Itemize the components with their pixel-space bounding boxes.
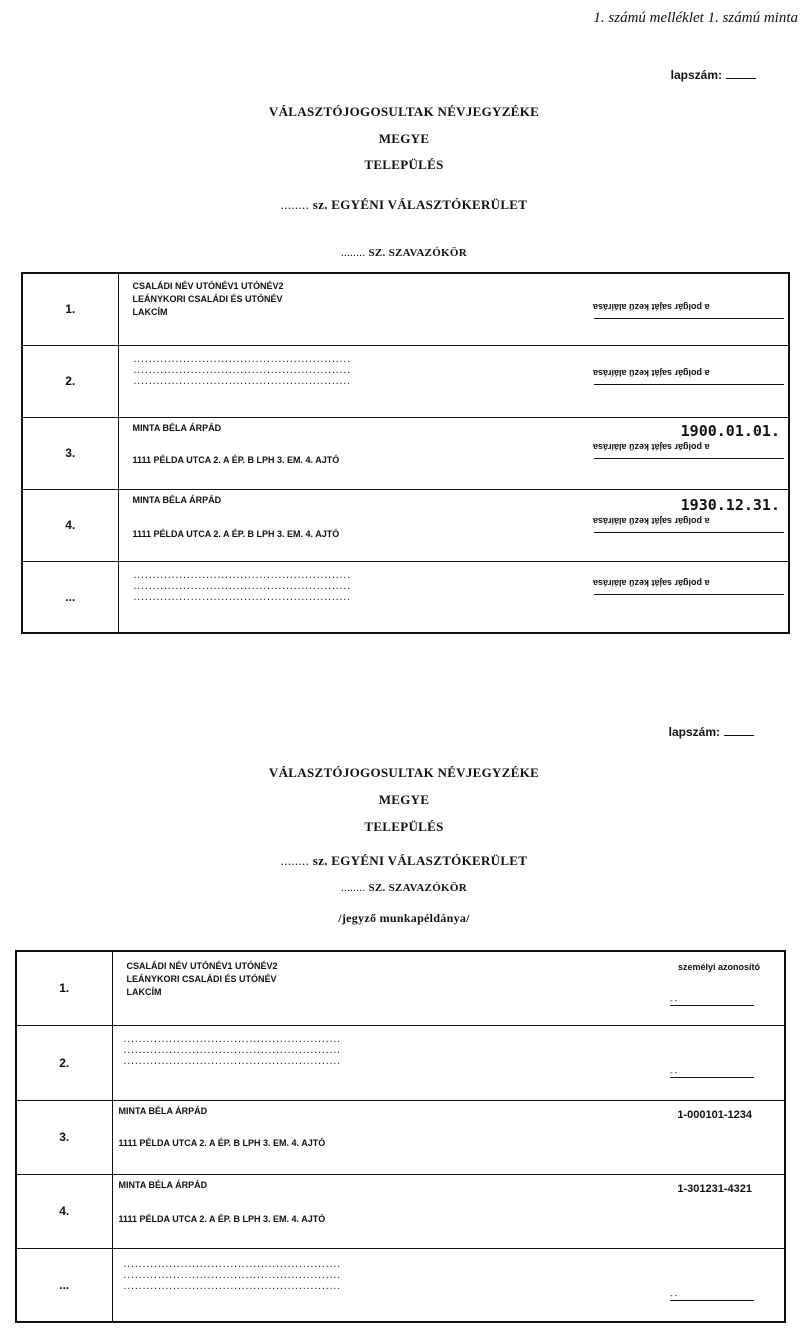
sheet1-county: MEGYE	[378, 131, 430, 146]
address-line: .........................................................	[122, 1281, 341, 1291]
personal-id-value: 1-000101-1234	[677, 1108, 752, 1121]
sheet1-district: ........ sz. EGYÉNI VÁLASZTÓKERÜLET	[280, 197, 528, 212]
sheet2-page-number	[669, 725, 754, 739]
signature-line	[594, 384, 784, 385]
page-number-label: lapszám:	[668, 725, 720, 739]
table-row	[22, 273, 789, 345]
address-line: LAKCÍM	[132, 307, 168, 317]
table-row	[16, 1248, 785, 1322]
birth-date: 1900.01.01.	[680, 421, 780, 440]
table-row	[16, 1025, 785, 1100]
maiden-name-line: .........................................................	[132, 365, 351, 375]
signature-line	[594, 318, 784, 319]
signature-line	[594, 532, 784, 533]
maiden-name-line: .........................................................	[122, 1045, 341, 1055]
address-line: .........................................................	[132, 376, 351, 386]
signature-label: a polgár saját kezű aláírása	[593, 441, 710, 452]
maiden-name-line: .........................................................	[122, 1270, 341, 1280]
sheet2-county: MEGYE	[378, 792, 430, 807]
birth-date: 1930.12.31.	[680, 495, 780, 514]
table-row	[16, 1100, 785, 1174]
sheet2-district: ........ sz. EGYÉNI VÁLASZTÓKERÜLET	[280, 853, 528, 868]
sheet2-settlement: TELEPÜLÉS	[364, 819, 444, 834]
sheet2-title: VÁLASZTÓJOGOSULTAK NÉVJEGYZÉKE	[268, 765, 540, 780]
personal-id-blank: - -	[670, 1291, 754, 1301]
address-line: .........................................................	[132, 592, 351, 602]
maiden-name-line: .........................................................	[132, 581, 351, 591]
maiden-name-line: LEÁNYKORI CSALÁDI ÉS UTÓNÉV	[126, 974, 277, 984]
sheet1-settlement: TELEPÜLÉS	[364, 157, 444, 172]
sheet1-page-number	[671, 68, 756, 82]
address-line: .........................................................	[122, 1056, 341, 1066]
name-line: MINTA BÉLA ÁRPÁD	[118, 1179, 208, 1190]
sheet2-precinct: ........ SZ. SZAVAZÓKÖR	[340, 882, 468, 894]
row-number: 4.	[16, 1174, 112, 1248]
signature-label: a polgár saját kezű aláírása	[593, 302, 710, 312]
table-row	[16, 1174, 785, 1248]
signature-line	[594, 594, 784, 595]
personal-id-blank: - -	[670, 996, 754, 1006]
sheet1-register-table	[21, 272, 790, 634]
page-number-label: lapszám:	[670, 68, 722, 82]
table-row	[22, 345, 789, 417]
table-row	[16, 951, 785, 1025]
annex-label: 1. számú melléklet 1. számú minta	[593, 10, 798, 26]
sheet1-title: VÁLASZTÓJOGOSULTAK NÉVJEGYZÉKE	[268, 104, 540, 119]
name-line: MINTA BÉLA ÁRPÁD	[132, 422, 222, 433]
name-line: MINTA BÉLA ÁRPÁD	[132, 494, 222, 505]
personal-id-label: személyi azonosító	[677, 962, 760, 972]
name-line: CSALÁDI NÉV UTÓNÉV1 UTÓNÉV2	[126, 961, 278, 971]
personal-id-blank: - -	[670, 1068, 754, 1078]
sheet2-copy-note: /jegyző munkapéldánya/	[338, 911, 470, 925]
row-number: 4.	[22, 489, 118, 561]
table-row	[22, 489, 789, 561]
name-line: .........................................................	[132, 354, 351, 364]
sheet1-precinct: ........ SZ. SZAVAZÓKÖR	[340, 247, 468, 259]
row-number: 3.	[22, 417, 118, 489]
signature-label: a polgár saját kezű aláírása	[593, 577, 710, 588]
table-row	[22, 561, 789, 633]
signature-line	[594, 458, 784, 459]
row-number: 1.	[22, 273, 118, 345]
address-line: 1111 PÉLDA UTCA 2. A ÉP. B LPH 3. EM. 4. AJTÓ	[132, 454, 340, 465]
row-number: 2.	[22, 345, 118, 417]
address-line: LAKCÍM	[126, 987, 162, 997]
row-number: 1.	[16, 951, 112, 1025]
row-number: 3.	[16, 1100, 112, 1174]
name-line: MINTA BÉLA ÁRPÁD	[118, 1105, 208, 1116]
page-number-blank	[724, 725, 754, 736]
address-line: 1111 PÉLDA UTCA 2. A ÉP. B LPH 3. EM. 4. AJTÓ	[118, 1137, 326, 1148]
personal-id-value: 1-301231-4321	[677, 1182, 752, 1195]
row-number: ...	[22, 561, 118, 633]
sheet2-register-table	[15, 950, 786, 1323]
maiden-name-line: LEÁNYKORI CSALÁDI ÉS UTÓNÉV	[132, 294, 283, 304]
name-line: .........................................................	[122, 1034, 341, 1044]
table-row	[22, 417, 789, 489]
page-number-blank	[726, 68, 756, 79]
name-line: CSALÁDI NÉV UTÓNÉV1 UTÓNÉV2	[132, 281, 284, 291]
name-line: .........................................................	[122, 1259, 341, 1269]
signature-label: a polgár saját kezű aláírása	[593, 515, 710, 526]
address-line: 1111 PÉLDA UTCA 2. A ÉP. B LPH 3. EM. 4. AJTÓ	[132, 528, 340, 539]
address-line: 1111 PÉLDA UTCA 2. A ÉP. B LPH 3. EM. 4. AJTÓ	[118, 1213, 326, 1224]
signature-label: a polgár saját kezű aláírása	[593, 367, 710, 378]
name-line: .........................................................	[132, 570, 351, 580]
row-number: 2.	[16, 1025, 112, 1100]
row-number: ...	[16, 1248, 112, 1322]
